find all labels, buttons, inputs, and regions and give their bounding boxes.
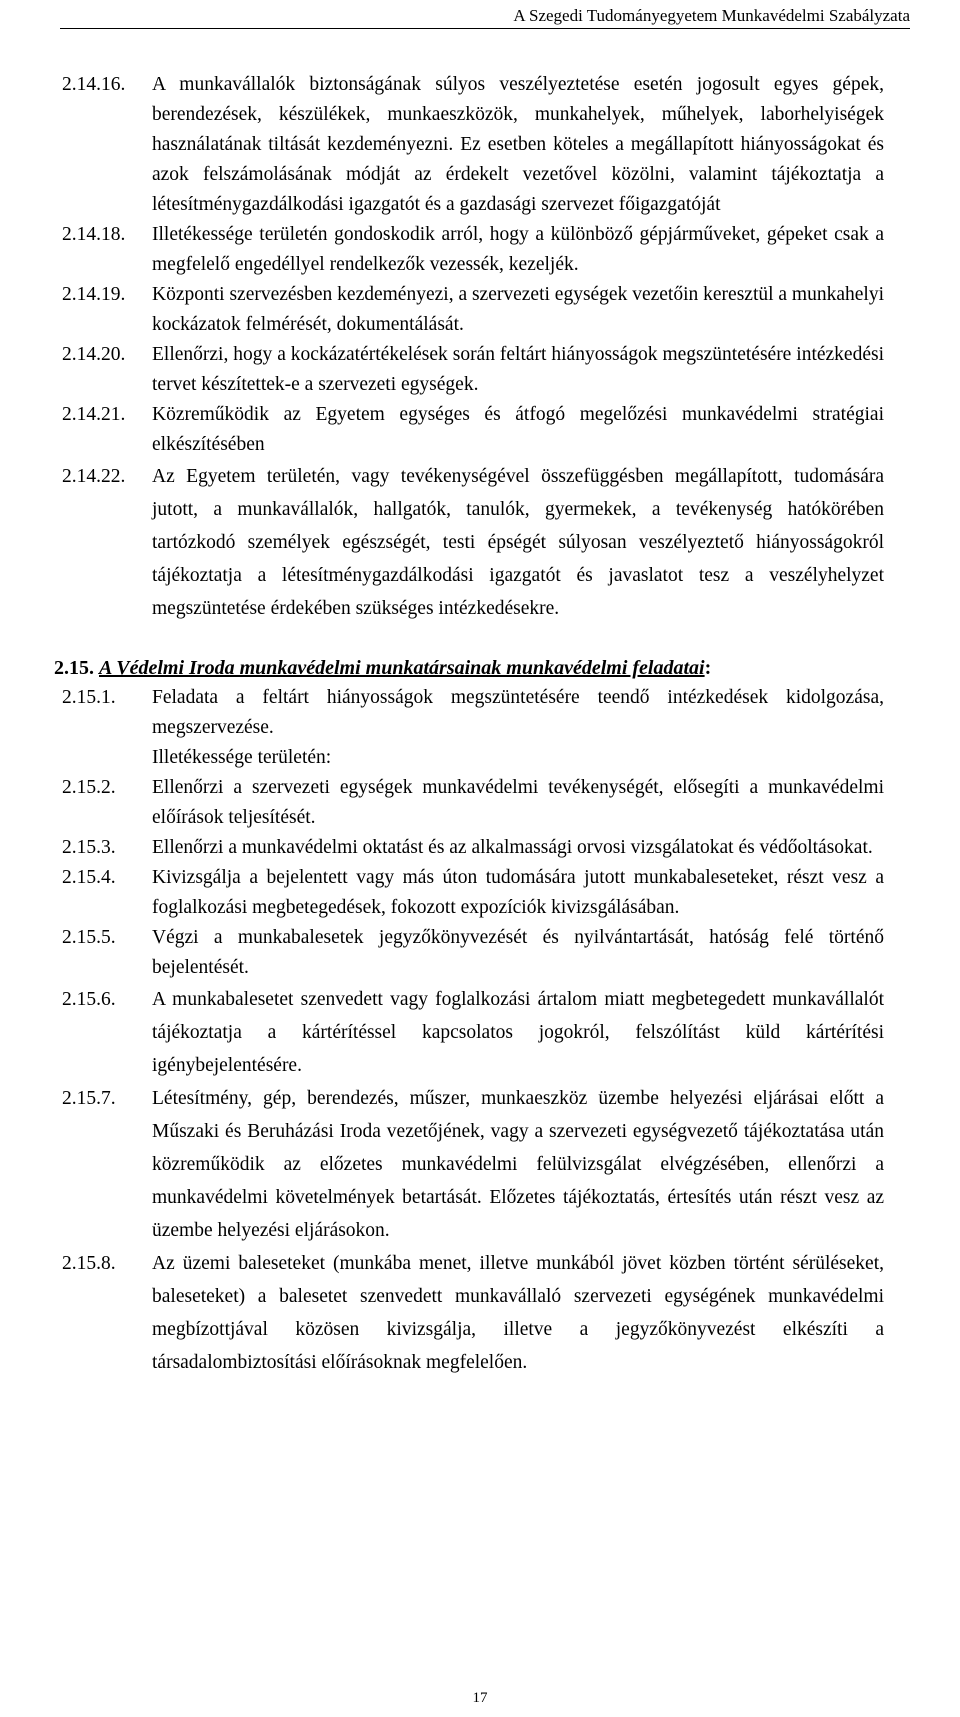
list-item <box>62 743 884 773</box>
item-text: A munkavállalók biztonságának súlyos veszélyeztetése esetén jogosult egyes gépek, berendezések, készülékek, munkaeszközök, munkahelyek, műhelyek, laborhelyiségek használatának tiltását kezdeményezni. Ez esetben köteles a megállapított hiányosságokat és azok felszámolásának módját az érdekelt vezetővel közölni, valamint tájékoztatja a létesítménygazdálkodási igazgatót és a gazdasági szervezet főigazgatóját <box>152 74 884 215</box>
section-colon: : <box>704 657 712 679</box>
item-number: 2.14.19. <box>62 284 126 305</box>
list-item <box>62 1247 884 1379</box>
page-header <box>60 6 910 29</box>
item-text: Központi szervezésben kezdeményezi, a szervezeti egységek vezetőin keresztül a munkahelyi kockázatok felmérését, dokumentálását. <box>152 284 884 335</box>
item-number: 2.14.18. <box>62 224 126 245</box>
item-text: Illetékessége területén: <box>152 747 332 768</box>
header-title: A Szegedi Tudományegyetem Munkavédelmi Szabályzata <box>513 6 910 25</box>
list-item <box>62 400 884 460</box>
item-number: 2.14.16. <box>62 74 126 95</box>
section-number: 2.15. <box>54 657 94 679</box>
page-number: 17 <box>472 1690 488 1706</box>
item-number: 2.14.22. <box>62 466 126 487</box>
item-number: 2.15.3. <box>62 837 116 858</box>
item-text: Illetékessége területén gondoskodik arról, hogy a különböző gépjárműveket, gépeket csak a megfelelő engedéllyel rendelkezők vezessék, kezeljék. <box>152 224 884 275</box>
list-item <box>62 833 884 863</box>
list-item <box>62 340 884 400</box>
document-body <box>54 70 884 1379</box>
item-number: 2.15.6. <box>62 989 116 1010</box>
item-text: Ellenőrzi, hogy a kockázatértékelések során feltárt hiányosságok megszüntetésére intézkedési tervet készítettek-e a szervezeti egységek. <box>152 344 884 395</box>
list-item <box>62 773 884 833</box>
page-footer <box>0 1690 960 1707</box>
list-item <box>62 923 884 983</box>
list-item <box>62 220 884 280</box>
item-text: A munkabalesetet szenvedett vagy foglalkozási ártalom miatt megbetegedett munkavállalót tájékoztatja a kártérítéssel kapcsolatos jogokról, felszólítást küld kártérítési igénybejelentésére. <box>152 989 884 1076</box>
list-item <box>62 863 884 923</box>
section-214-items <box>62 70 884 625</box>
item-number: 2.14.21. <box>62 404 126 425</box>
section-215-items <box>62 683 884 1379</box>
item-text: Az üzemi baleseteket (munkába menet, illetve munkából jövet közben történt sérüléseket, baleseteket) a balesetet szenvedett munkavállaló szervezeti egységének munkavédelmi megbízottjával közösen kivizsgálja, illetve a jegyzőkönyvezést elkészíti a társadalombiztosítási előírásoknak megfelelően. <box>152 1253 884 1373</box>
item-text: Feladata a feltárt hiányosságok megszüntetésére teendő intézkedések kidolgozása, megszervezése. <box>152 687 884 738</box>
item-text: Létesítmény, gép, berendezés, műszer, munkaeszköz üzembe helyezési eljárásai előtt a Műszaki és Beruházási Iroda vezetőjének, vagy a szervezeti egységvezető tájékoztatása után közreműködik az előzetes munkavédelmi felülvizsgálat elvégzésében, ellenőrzi a munkavédelmi követelmények betartását. Előzetes tájékoztatás, értesítés után részt vesz az üzembe helyezési eljárásokon. <box>152 1088 884 1241</box>
item-number: 2.15.8. <box>62 1253 116 1274</box>
item-number: 2.15.1. <box>62 687 116 708</box>
list-item <box>62 683 884 743</box>
list-item <box>62 1082 884 1247</box>
list-item <box>62 280 884 340</box>
item-number: 2.15.7. <box>62 1088 116 1109</box>
item-text: Ellenőrzi a munkavédelmi oktatást és az alkalmassági orvosi vizsgálatokat és védőoltásokat. <box>152 837 873 858</box>
item-text: Az Egyetem területén, vagy tevékenységével összefüggésben megállapított, tudomására jutott, a munkavállalók, hallgatók, tanulók, gyermekek, a tevékenység hatókörében tartózkodó személyek egészségét, testi épségét súlyosan veszélyeztető hiányosságokról tájékoztatja a létesítménygazdálkodási igazgatót és javaslatot tesz a veszélyhelyzet megszüntetése érdekében szükséges intézkedésekre. <box>152 466 884 619</box>
item-text: Kivizsgálja a bejelentett vagy más úton tudomására jutott munkabaleseteket, részt vesz a foglalkozási megbetegedések, fokozott expozíciók kivizsgálásában. <box>152 867 884 918</box>
list-item <box>62 983 884 1082</box>
item-number: 2.15.2. <box>62 777 116 798</box>
item-number: 2.15.4. <box>62 867 116 888</box>
item-text: Közreműködik az Egyetem egységes és átfogó megelőzési munkavédelmi stratégiai elkészítésében <box>152 404 884 455</box>
item-number: 2.14.20. <box>62 344 126 365</box>
item-text: Ellenőrzi a szervezeti egységek munkavédelmi tevékenységét, elősegíti a munkavédelmi előírások teljesítését. <box>152 777 884 828</box>
list-item <box>62 460 884 625</box>
item-number: 2.15.5. <box>62 927 116 948</box>
item-text: Végzi a munkabalesetek jegyzőkönyvezését és nyilvántartását, hatóság felé történő bejelentését. <box>152 927 884 978</box>
section-heading <box>54 653 884 683</box>
section-title: A Védelmi Iroda munkavédelmi munkatársainak munkavédelmi feladatai <box>99 657 705 679</box>
list-item <box>62 70 884 220</box>
